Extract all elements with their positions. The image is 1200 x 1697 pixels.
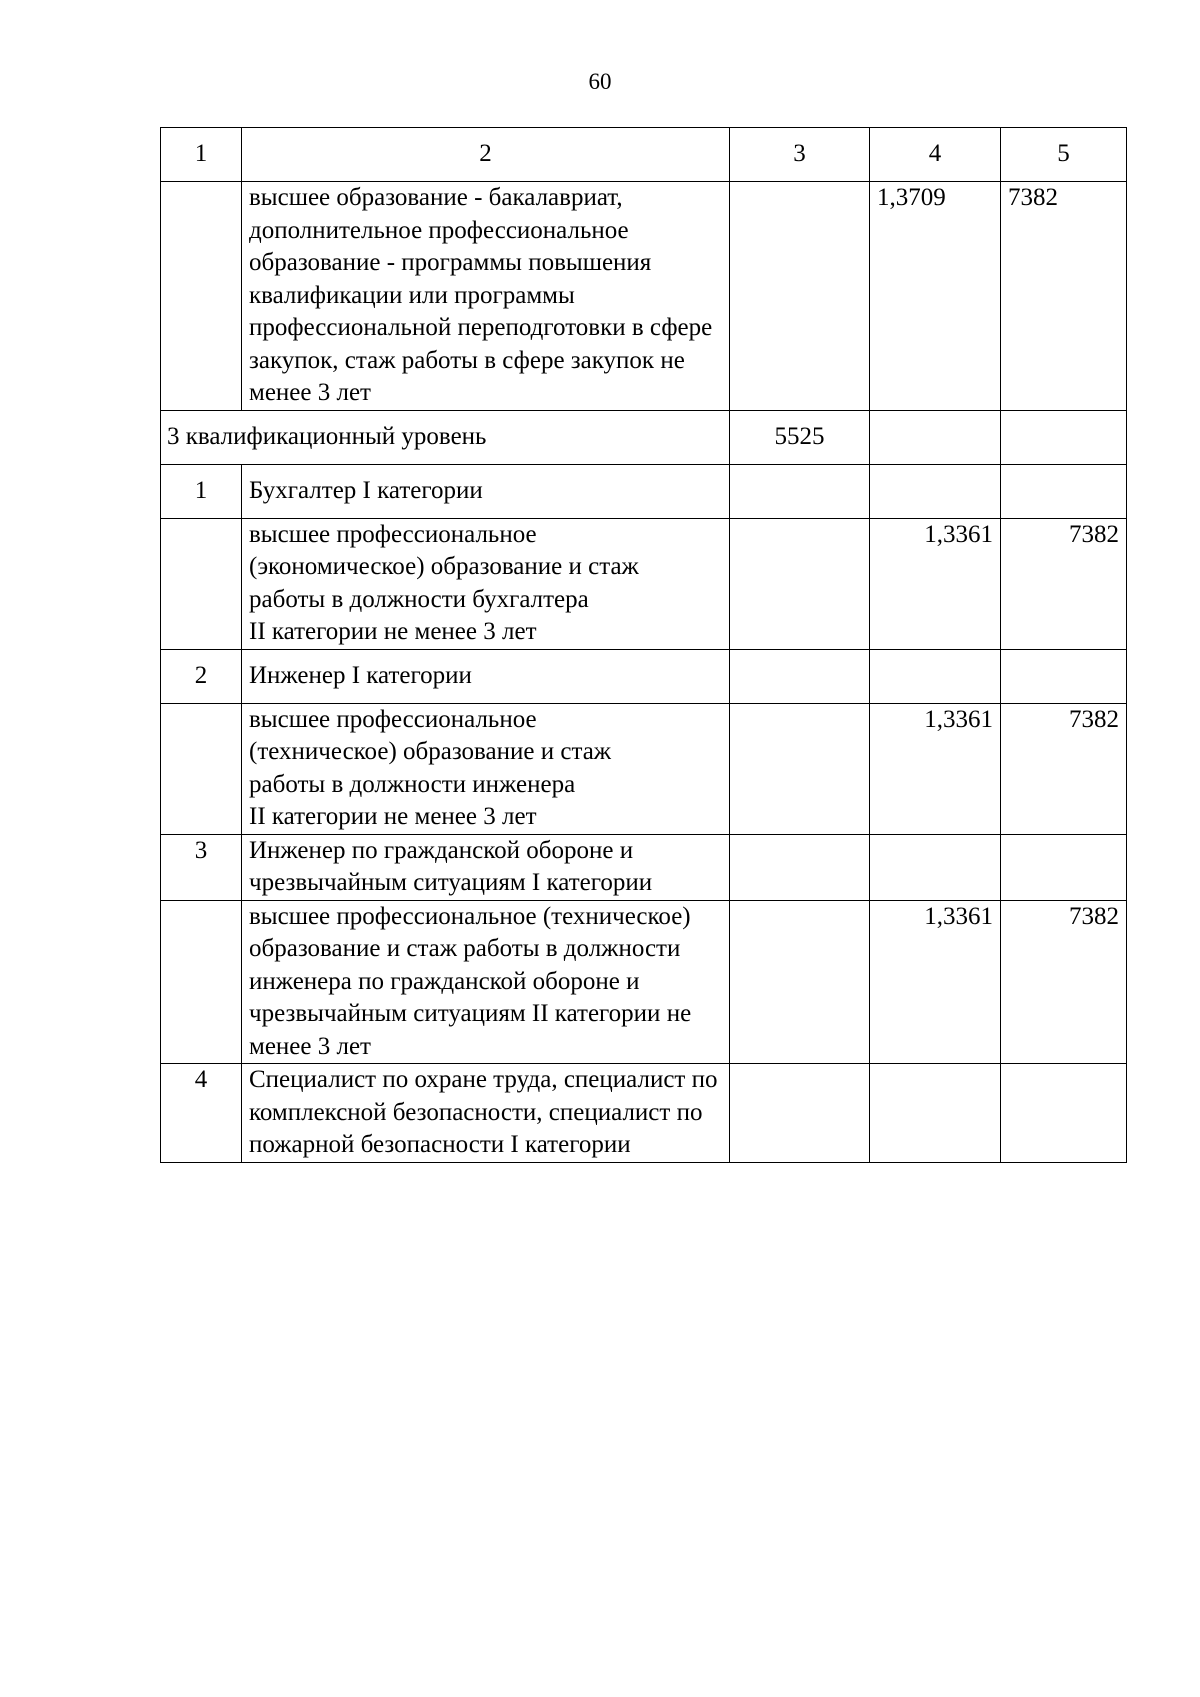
table-row (161, 703, 1127, 834)
row-number: 1 (161, 464, 242, 518)
qualification-level-label: 3 квалификационный уровень (161, 410, 730, 464)
column-number-4: 4 (870, 128, 1001, 182)
description-line: работы в должности бухгалтера (249, 585, 589, 613)
table-row (161, 182, 1127, 411)
row-coefficient: 1,3361 (870, 900, 1001, 1064)
table-row (161, 834, 1127, 900)
column-number-5: 5 (1001, 128, 1127, 182)
row-description: высшее образование - бакалавриат, дополнительное профессиональное образование - программы повышения квалификации или программы профессиональной переподготовки в сфере закупок, стаж работы в сфере закупок не менее 3 лет (242, 182, 730, 411)
row-base-salary (730, 649, 870, 703)
row-coefficient: 1,3709 (870, 182, 1001, 411)
row-base-salary (730, 834, 870, 900)
row-coefficient (870, 1064, 1001, 1163)
row-number (161, 703, 242, 834)
row-number: 3 (161, 834, 242, 900)
row-description (242, 518, 730, 649)
row-amount: 7382 (1001, 182, 1127, 411)
column-number-1: 1 (161, 128, 242, 182)
qualification-level-row (161, 410, 1127, 464)
description-line: (экономическое) образование и стаж (249, 553, 639, 580)
row-base-salary (730, 703, 870, 834)
row-amount (1001, 834, 1127, 900)
table-header-row (161, 128, 1127, 182)
row-position-title: Инженер I категории (242, 649, 730, 703)
row-amount: 7382 (1001, 900, 1127, 1064)
row-number: 4 (161, 1064, 242, 1163)
page-number: 60 (588, 69, 612, 94)
row-position-title: Инженер по гражданской обороне и чрезвычайным ситуациям I категории (242, 834, 730, 900)
row-amount (1001, 410, 1127, 464)
row-base-salary (730, 182, 870, 411)
row-amount: 7382 (1001, 518, 1127, 649)
row-number: 2 (161, 649, 242, 703)
qualification-level-salary: 5525 (730, 410, 870, 464)
description-line: II категории не менее 3 лет (249, 618, 537, 645)
row-amount (1001, 649, 1127, 703)
row-amount: 7382 (1001, 703, 1127, 834)
row-base-salary (730, 1064, 870, 1163)
row-amount (1001, 464, 1127, 518)
table-row (161, 464, 1127, 518)
row-description (242, 703, 730, 834)
row-coefficient (870, 834, 1001, 900)
row-base-salary (730, 518, 870, 649)
row-coefficient: 1,3361 (870, 518, 1001, 649)
table-row (161, 518, 1127, 649)
description-line: высшее профессиональное (249, 705, 537, 733)
row-base-salary (730, 464, 870, 518)
row-amount (1001, 1064, 1127, 1163)
description-line: работы в должности инженера (249, 770, 576, 798)
row-position-title: Специалист по охране труда, специалист по комплексной безопасности, специалист по пожарной безопасности I категории (242, 1064, 730, 1163)
row-description: высшее профессиональное (техническое) образование и стаж работы в должности инженера по гражданской обороне и чрезвычайным ситуациям II категории не менее 3 лет (242, 900, 730, 1064)
row-coefficient: 1,3361 (870, 703, 1001, 834)
table-row (161, 649, 1127, 703)
row-position-title: Бухгалтер I категории (242, 464, 730, 518)
row-coefficient (870, 464, 1001, 518)
column-number-2: 2 (242, 128, 730, 182)
qualification-table (160, 127, 1127, 1163)
column-number-3: 3 (730, 128, 870, 182)
table-row (161, 1064, 1127, 1163)
row-number (161, 182, 242, 411)
row-base-salary (730, 900, 870, 1064)
description-line: (техническое) образование и стаж (249, 738, 612, 765)
row-coefficient (870, 649, 1001, 703)
table-row (161, 900, 1127, 1064)
description-line: высшее профессиональное (249, 520, 537, 548)
description-line: II категории не менее 3 лет (249, 803, 537, 830)
row-number (161, 518, 242, 649)
row-coefficient (870, 410, 1001, 464)
row-number (161, 900, 242, 1064)
